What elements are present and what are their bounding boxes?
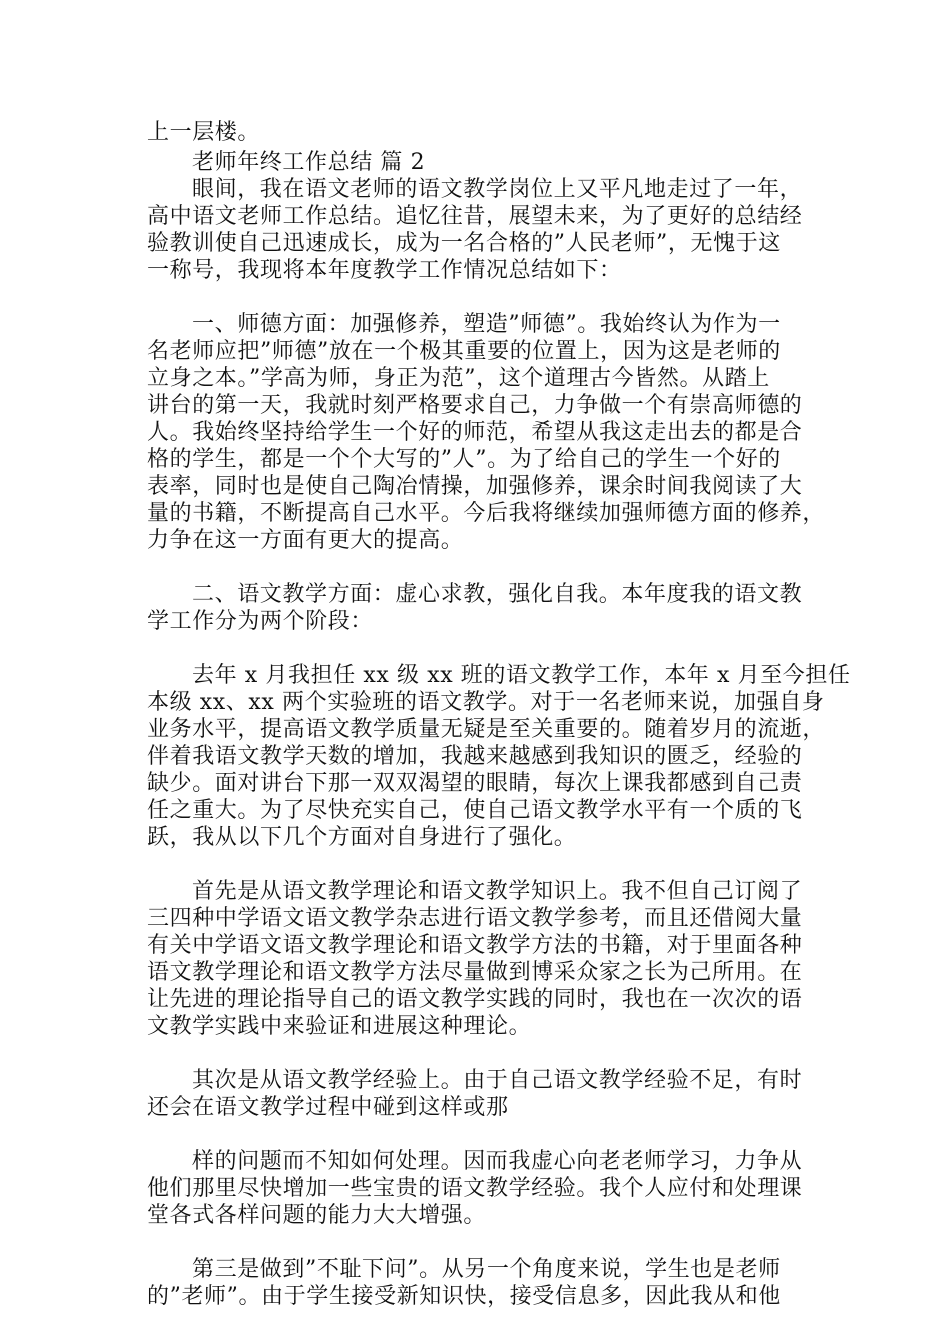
text-line: 高中语文老师工作总结。追忆往昔，展望未来，为了更好的总结经 <box>147 204 803 229</box>
text-line: 三四种中学语文语文教学杂志进行语文教学参考，而且还借阅大量 <box>147 906 803 931</box>
text-line: 一、师德方面：加强修养，塑造”师德”。我始终认为作为一 <box>192 312 781 337</box>
text-line: 其次是从语文教学经验上。由于自己语文教学经验不足，有时 <box>192 1068 803 1093</box>
text-line: 有关中学语文语文教学理论和语文教学方法的书籍，对于里面各种 <box>147 933 803 958</box>
text-line: 二、语文教学方面：虚心求教，强化自我。本年度我的语文教 <box>192 582 803 607</box>
text-line: 堂各式各样问题的能力大大增强。 <box>147 1203 487 1228</box>
text-line: 业务水平，提高语文教学质量无疑是至关重要的。随着岁月的流逝， <box>147 717 826 742</box>
text-line: 人。我始终坚持给学生一个好的师范，希望从我这走出去的都是合 <box>147 420 803 445</box>
text-line: 他们那里尽快增加一些宝贵的语文教学经验。我个人应付和处理课 <box>147 1176 803 1201</box>
text-line: 量的书籍，不断提高自己水平。今后我将继续加强师德方面的修养， <box>147 501 826 526</box>
text-line: 学工作分为两个阶段： <box>147 609 374 634</box>
text-line: 力争在这一方面有更大的提高。 <box>147 528 464 553</box>
text-line: 伴着我语文教学天数的增加，我越来越感到我知识的匮乏，经验的 <box>147 744 803 769</box>
text-line: 让先进的理论指导自己的语文教学实践的同时，我也在一次次的语 <box>147 987 803 1012</box>
text-line: 上一层楼。 <box>147 120 261 145</box>
text-line: 本级 xx、xx 两个实验班的语文教学。对于一名老师来说，加强自身 <box>147 690 825 715</box>
text-line: 第三是做到”不耻下问”。从另一个角度来说，学生也是老师 <box>192 1257 781 1282</box>
text-line: 语文教学理论和语文教学方法尽量做到博采众家之长为己所用。在 <box>147 960 803 985</box>
text-line: 名老师应把”师德”放在一个极其重要的位置上，因为这是老师的 <box>147 339 781 364</box>
text-line: 首先是从语文教学理论和语文教学知识上。我不但自己订阅了 <box>192 879 803 904</box>
text-line: 的”老师”。由于学生接受新知识快，接受信息多，因此我从和他 <box>147 1284 781 1309</box>
text-line: 眼间，我在语文老师的语文教学岗位上又平凡地走过了一年， <box>192 177 803 202</box>
text-line: 立身之本。”学高为师，身正为范”，这个道理古今皆然。从踏上 <box>147 366 770 391</box>
section-heading: 老师年终工作总结 篇 2 <box>192 150 426 175</box>
text-line: 还会在语文教学过程中碰到这样或那 <box>147 1095 509 1120</box>
text-line: 文教学实践中来验证和进展这种理论。 <box>147 1014 532 1039</box>
text-line: 验教训使自己迅速成长，成为一名合格的”人民老师”，无愧于这 <box>147 231 781 256</box>
text-line: 格的学生，都是一个个大写的”人”。为了给自己的学生一个好的 <box>147 447 781 472</box>
text-line: 跃，我从以下几个方面对自身进行了强化。 <box>147 825 577 850</box>
text-line: 表率，同时也是使自己陶冶情操，加强修养，课余时间我阅读了大 <box>147 474 803 499</box>
text-line: 缺少。面对讲台下那一双双渴望的眼睛，每次上课我都感到自己责 <box>147 771 803 796</box>
text-line: 一称号，我现将本年度教学工作情况总结如下： <box>147 258 622 283</box>
text-line: 任之重大。为了尽快充实自己，使自己语文教学水平有一个质的飞 <box>147 798 803 823</box>
text-line: 去年 x 月我担任 xx 级 xx 班的语文教学工作，本年 x 月至今担任 <box>192 663 851 688</box>
text-line: 样的问题而不知如何处理。因而我虚心向老老师学习，力争从 <box>192 1149 803 1174</box>
text-line: 讲台的第一天，我就时刻严格要求自己，力争做一个有崇高师德的 <box>147 393 803 418</box>
